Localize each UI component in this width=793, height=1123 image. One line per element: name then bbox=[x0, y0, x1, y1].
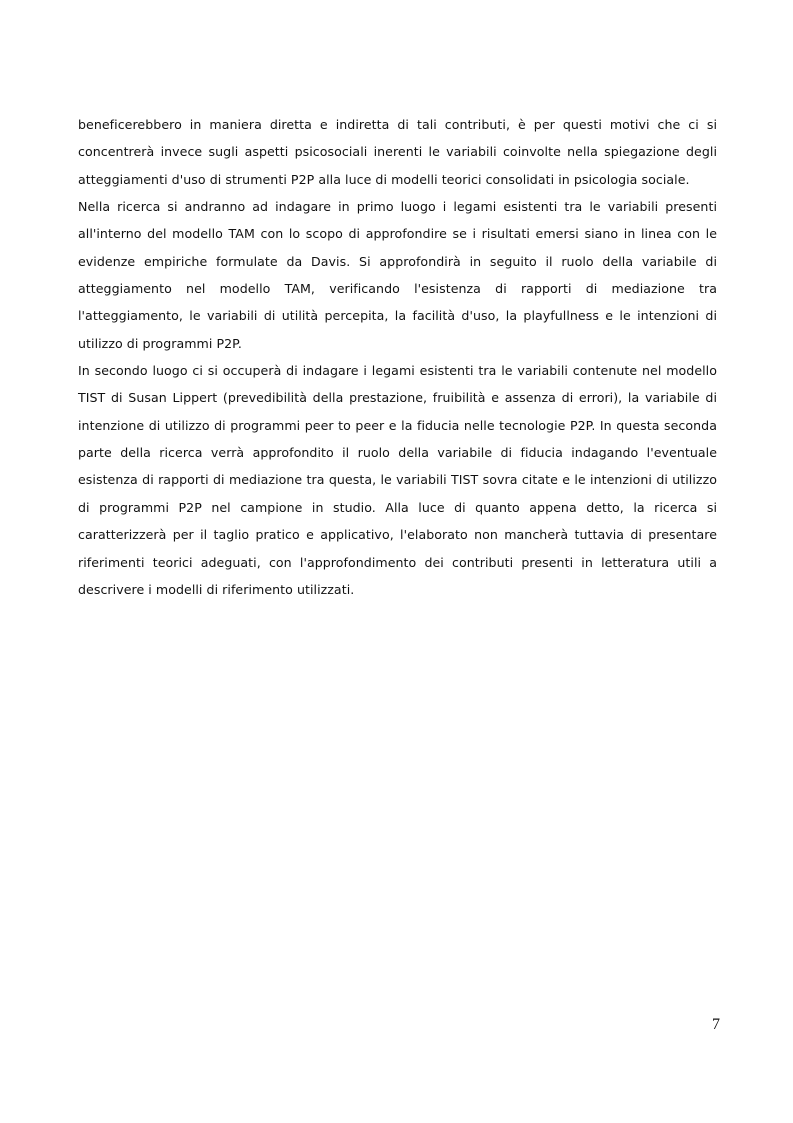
paragraph-1: beneficerebbero in maniera diretta e indiretta di tali contributi, è per questi motivi che ci si concentrerà invece sugli aspetti psicosociali inerenti le variabili coinvolte nella spiegazione degli atteggiamenti d'uso di strumenti P2P alla luce di modelli teorici consolidati in psicologia sociale. bbox=[78, 117, 717, 187]
body-text bbox=[78, 111, 717, 603]
page-number: 7 bbox=[712, 1016, 720, 1033]
paragraph-3: In secondo luogo ci si occuperà di indagare i legami esistenti tra le variabili contenute nel modello TIST di Susan Lippert (prevedibilità della prestazione, fruibilità e assenza di errori), la variabile di intenzione di utilizzo di programmi peer to peer e la fiducia nelle tecnologie P2P. In questa seconda parte della ricerca verrà approfondito il ruolo della variabile di fiducia indagando l'eventuale esistenza di rapporti di mediazione tra questa, le variabili TIST sovra citate e le intenzioni di utilizzo di programmi P2P nel campione in studio. Alla luce di quanto appena detto, la ricerca si caratterizzerà per il taglio pratico e applicativo, l'elaborato non mancherà tuttavia di presentare riferimenti teorici adeguati, con l'approfondimento dei contributi presenti in letteratura utili a descrivere i modelli di riferimento utilizzati. bbox=[78, 363, 717, 597]
paragraph-2: Nella ricerca si andranno ad indagare in primo luogo i legami esistenti tra le variabili presenti all'interno del modello TAM con lo scopo di approfondire se i risultati emersi siano in linea con le evidenze empiriche formulate da Davis. Si approfondirà in seguito il ruolo della variabile di atteggiamento nel modello TAM, verificando l'esistenza di rapporti di mediazione tra l'atteggiamento, le variabili di utilità percepita, la facilità d'uso, la playfullness e le intenzioni di utilizzo di programmi P2P. bbox=[78, 199, 717, 351]
